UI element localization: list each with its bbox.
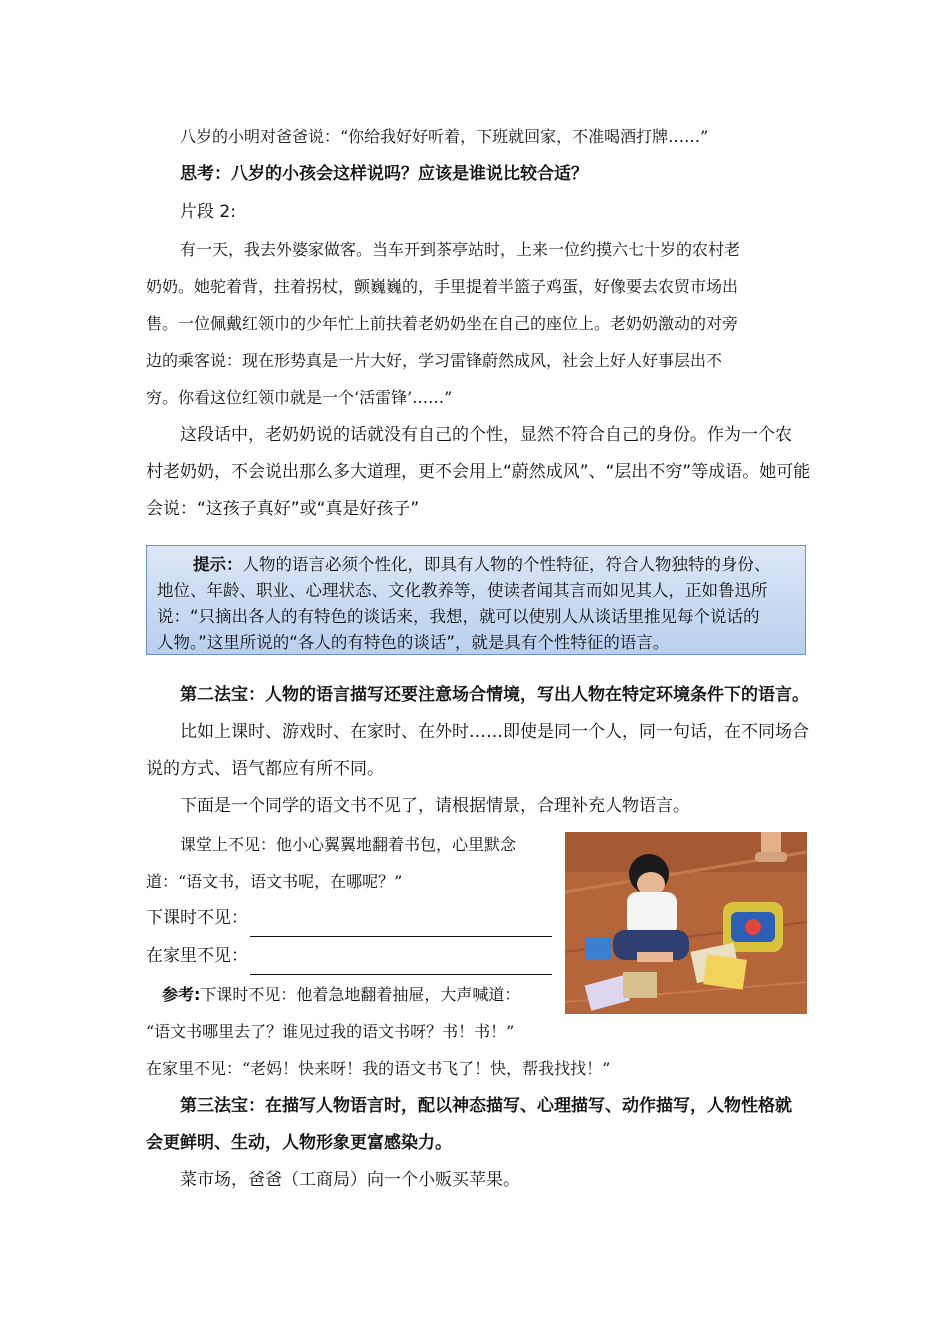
tip-line-1 bbox=[193, 552, 771, 578]
photo-boy-searching-books bbox=[565, 832, 807, 1014]
tip-text: 人物的语言必须个性化，即具有人物的个性特征，符合人物独特的身份、 bbox=[242, 555, 771, 574]
fragment2-label: 片段 2: bbox=[180, 202, 236, 222]
reference-line: 在家里不见：“老妈！快来呀！我的语文书飞了！快，帮我找找！” bbox=[146, 1059, 611, 1078]
home-label: 在家里不见： bbox=[146, 946, 248, 966]
method3-heading: 第三法宝：在描写人物语言时，配以神态描写、心理描写、动作描写，人物性格就 bbox=[180, 1096, 792, 1116]
method2-line: 说的方式、语气都应有所不同。 bbox=[146, 759, 384, 779]
tip-box bbox=[146, 545, 806, 655]
classroom-line: 道：“语文书，语文书呢，在哪呢？” bbox=[146, 872, 403, 891]
method2-task: 下面是一个同学的语文书不见了，请根据情景，合理补充人物语言。 bbox=[180, 796, 690, 816]
home-answer-blank[interactable] bbox=[250, 952, 552, 975]
fragment2-line: 售。一位佩戴红领巾的少年忙上前扶着老奶奶坐在自己的座位上。老奶奶激动的对旁 bbox=[146, 314, 739, 333]
fragment2-line: 穷。你看这位红领巾就是一个‘活雷锋’……” bbox=[146, 388, 453, 407]
reference-line-1 bbox=[162, 976, 520, 1013]
break-answer-blank[interactable] bbox=[250, 914, 552, 937]
reference-label: 参考: bbox=[162, 985, 201, 1004]
method3-line: 菜市场，爸爸（工商局）向一个小贩买苹果。 bbox=[180, 1170, 520, 1190]
tip-line: 说：“只摘出各人的有特色的谈话来，我想，就可以使别人从谈话里推见每个说话的 bbox=[157, 607, 760, 626]
method3-heading: 会更鲜明、生动，人物形象更富感染力。 bbox=[146, 1133, 452, 1153]
analysis-line: 会说：“这孩子真好”或“真是好孩子” bbox=[146, 499, 420, 519]
fragment1-think: 思考：八岁的小孩会这样说吗？应该是谁说比较合适？ bbox=[180, 164, 588, 184]
break-row bbox=[146, 900, 552, 937]
method2-line: 比如上课时、游戏时、在家时、在外时……即使是同一个人，同一句话，在不同场合 bbox=[180, 722, 809, 742]
photo-image bbox=[565, 832, 807, 1014]
fragment2-line: 有一天，我去外婆家做客。当车开到茶亭站时，上来一位约摸六七十岁的农村老 bbox=[180, 240, 741, 259]
home-row bbox=[146, 938, 552, 975]
classroom-line: 课堂上不见：他小心翼翼地翻着书包，心里默念 bbox=[180, 835, 517, 854]
fragment2-line: 奶奶。她驼着背，拄着拐杖，颤巍巍的，手里提着半篮子鸡蛋，好像要去农贸市场出 bbox=[146, 277, 739, 296]
break-label: 下课时不见： bbox=[146, 908, 248, 928]
reference-line: “语文书哪里去了？谁见过我的语文书呀？书！书！” bbox=[146, 1022, 515, 1041]
method2-heading: 第二法宝：人物的语言描写还要注意场合情境，写出人物在特定环境条件下的语言。 bbox=[180, 685, 809, 705]
analysis-line: 这段话中，老奶奶说的话就没有自己的个性，显然不符合自己的身份。作为一个农 bbox=[180, 425, 792, 445]
tip-label: 提示： bbox=[193, 555, 243, 574]
tip-line: 地位、年龄、职业、心理状态、文化教养等，使读者闻其言而如见其人，正如鲁迅所 bbox=[157, 581, 768, 600]
fragment2-line: 边的乘客说：现在形势真是一片大好，学习雷锋蔚然成风，社会上好人好事层出不 bbox=[146, 351, 723, 370]
fragment1-line: 八岁的小明对爸爸说：“你给我好好听着，下班就回家，不准喝酒打牌……” bbox=[180, 127, 709, 146]
reference-text: 下课时不见：他着急地翻着抽屉，大声喊道： bbox=[200, 985, 521, 1004]
tip-line: 人物。”这里所说的“各人的有特色的谈话”，就是具有个性特征的语言。 bbox=[157, 633, 670, 652]
analysis-line: 村老奶奶，不会说出那么多大道理，更不会用上“蔚然成风”、“层出不穷”等成语。她可能 bbox=[146, 462, 811, 482]
